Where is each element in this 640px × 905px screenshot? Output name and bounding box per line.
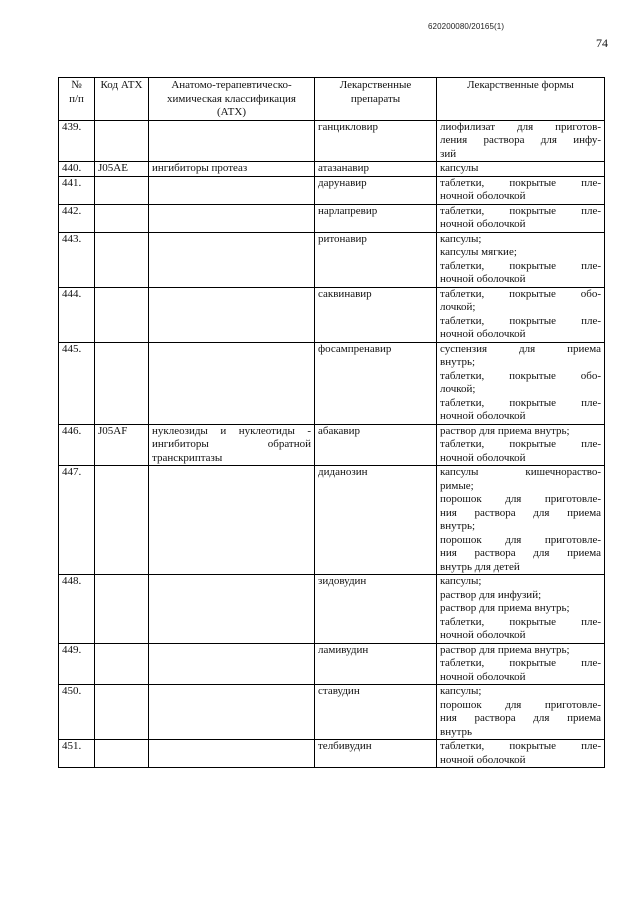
dosage-form-line: таблетки, покрытые пле- <box>440 314 601 327</box>
dosage-form-line: раствор для приема внутрь; <box>440 602 570 614</box>
atc-code <box>95 643 149 685</box>
header-text: химическая классификация <box>167 92 296 105</box>
classification-line: нуклеозиды и нуклеотиды - <box>152 424 311 437</box>
dosage-forms <box>437 204 605 232</box>
header-text: Лекарственные <box>339 79 412 91</box>
atc-classification <box>149 342 315 424</box>
dosage-form-line: внутрь для детей <box>440 560 520 573</box>
dosage-forms <box>437 176 605 204</box>
dosage-form-line: капсулы; <box>440 575 482 587</box>
dosage-form-line: ночной оболочкой <box>440 218 526 230</box>
dosage-form-line: таблетки, покрытые пле- <box>440 396 601 409</box>
row-number: 442. <box>59 204 95 232</box>
dosage-form-line: ния раствора для приема <box>440 547 601 559</box>
header-text: препараты <box>350 92 401 105</box>
atc-classification <box>149 162 315 177</box>
drug-name: дарунавир <box>315 176 437 204</box>
drug-table <box>58 77 605 768</box>
header-text: Код АТХ <box>100 79 143 91</box>
drug-name: ритонавир <box>315 232 437 287</box>
row-number: 441. <box>59 176 95 204</box>
dosage-forms <box>437 342 605 424</box>
drug-name: саквинавир <box>315 287 437 342</box>
row-number: 440. <box>59 162 95 177</box>
atc-classification <box>149 575 315 644</box>
atc-code <box>95 232 149 287</box>
classification-line: ингибиторы обратной <box>152 438 311 450</box>
header-text: Лекарственные формы <box>467 79 574 91</box>
dosage-form-line: порошок для приготовле- <box>440 533 601 546</box>
dosage-form-line: ночной оболочкой <box>440 328 526 340</box>
row-number: 443. <box>59 232 95 287</box>
dosage-form-line: ления раствора для инфу- <box>440 134 601 146</box>
drug-name: нарлапревир <box>315 204 437 232</box>
dosage-form-line: таблетки, покрытые пле- <box>440 438 601 450</box>
row-number: 451. <box>59 740 95 768</box>
dosage-form-line: раствор для приема внутрь; <box>440 643 570 656</box>
dosage-form-line: таблетки, покрытые обо- <box>440 287 601 300</box>
dosage-form-line: зий <box>440 147 457 160</box>
dosage-form-line: таблетки, покрытые пле- <box>440 259 601 272</box>
dosage-form-line: таблетки, покрытые пле- <box>440 740 601 752</box>
atc-code <box>95 685 149 740</box>
atc-classification <box>149 466 315 575</box>
dosage-form-line: таблетки, покрытые пле- <box>440 176 601 189</box>
dosage-form-line: внутрь; <box>440 356 476 368</box>
dosage-form-line: ночной оболочкой <box>440 753 526 766</box>
row-number: 445. <box>59 342 95 424</box>
drug-name: телбивудин <box>315 740 437 768</box>
document-id: 620200080/20165(1) <box>428 22 505 31</box>
dosage-form-line: внутрь; <box>440 520 476 532</box>
table-row <box>59 287 605 342</box>
atc-classification <box>149 232 315 287</box>
dosage-form-line: порошок для приготовле- <box>440 698 601 711</box>
table-row <box>59 232 605 287</box>
atc-classification <box>149 176 315 204</box>
dosage-forms <box>437 740 605 768</box>
header-text: (АТХ) <box>217 106 246 118</box>
table-row <box>59 685 605 740</box>
header-atc-code <box>95 78 149 121</box>
dosage-form-line: лочкой; <box>440 301 476 313</box>
drug-name: зидовудин <box>315 575 437 644</box>
dosage-forms <box>437 575 605 644</box>
header-atc-classification <box>149 78 315 121</box>
dosage-form-line: раствор для приема внутрь; <box>440 424 570 437</box>
row-number: 447. <box>59 466 95 575</box>
table-row <box>59 120 605 162</box>
table-row <box>59 176 605 204</box>
dosage-form-line: ния раствора для приема <box>440 712 601 724</box>
drug-name: фосампренавир <box>315 342 437 424</box>
row-number: 446. <box>59 424 95 466</box>
dosage-form-line: капсулы мягкие; <box>440 246 517 258</box>
dosage-form-line: ночной оболочкой <box>440 451 526 464</box>
drug-name: ламивудин <box>315 643 437 685</box>
dosage-form-line: римые; <box>440 479 474 492</box>
table-row <box>59 643 605 685</box>
atc-code <box>95 466 149 575</box>
page-number: 74 <box>596 36 608 50</box>
dosage-forms <box>437 685 605 740</box>
dosage-form-line: ночной оболочкой <box>440 670 526 683</box>
dosage-form-line: ночной оболочкой <box>440 190 526 202</box>
row-number: 448. <box>59 575 95 644</box>
dosage-forms <box>437 162 605 177</box>
table-header-row <box>59 78 605 121</box>
drug-name: атазанавир <box>315 162 437 177</box>
header-text: п/п <box>69 92 84 105</box>
atc-classification <box>149 685 315 740</box>
row-number: 439. <box>59 120 95 162</box>
dosage-form-line: капсулы; <box>440 685 482 697</box>
atc-code <box>95 176 149 204</box>
dosage-forms <box>437 287 605 342</box>
row-number: 450. <box>59 685 95 740</box>
dosage-form-line: суспензия для приема <box>440 342 601 355</box>
dosage-forms <box>437 643 605 685</box>
dosage-form-line: порошок для приготовле- <box>440 493 601 505</box>
dosage-form-line: внутрь <box>440 725 473 738</box>
row-number: 449. <box>59 643 95 685</box>
dosage-form-line: ния раствора для приема <box>440 506 601 519</box>
drug-name: диданозин <box>315 466 437 575</box>
table-row <box>59 740 605 768</box>
header-text: № <box>71 79 82 91</box>
atc-code <box>95 740 149 768</box>
table-row <box>59 466 605 575</box>
dosage-forms <box>437 424 605 466</box>
atc-classification <box>149 120 315 162</box>
table-row <box>59 424 605 466</box>
drug-name: ганцикловир <box>315 120 437 162</box>
classification-line: транскриптазы <box>152 451 223 464</box>
atc-classification <box>149 740 315 768</box>
table-row <box>59 204 605 232</box>
drug-name: абакавир <box>315 424 437 466</box>
dosage-forms <box>437 232 605 287</box>
dosage-form-line: таблетки, покрытые пле- <box>440 615 601 628</box>
atc-code <box>95 287 149 342</box>
dosage-form-line: таблетки, покрытые обо- <box>440 369 601 382</box>
dosage-form-line: таблетки, покрытые пле- <box>440 204 601 217</box>
header-number <box>59 78 95 121</box>
dosage-form-line: ночной оболочкой <box>440 629 526 641</box>
atc-code <box>95 120 149 162</box>
drug-name: ставудин <box>315 685 437 740</box>
header-drugs <box>315 78 437 121</box>
atc-code: J05AF <box>95 424 149 466</box>
table-row <box>59 342 605 424</box>
dosage-forms <box>437 120 605 162</box>
atc-classification <box>149 643 315 685</box>
header-text: Анатомо-терапевтическо- <box>171 79 292 91</box>
classification-line: ингибиторы протеаз <box>152 162 248 174</box>
atc-classification <box>149 204 315 232</box>
row-number: 444. <box>59 287 95 342</box>
dosage-form-line: раствор для инфузий; <box>440 588 542 601</box>
dosage-form-line: капсулы <box>440 162 479 174</box>
table-row <box>59 162 605 177</box>
dosage-form-line: ночной оболочкой <box>440 273 526 285</box>
dosage-form-line: ночной оболочкой <box>440 410 526 422</box>
dosage-form-line: лочкой; <box>440 383 476 395</box>
atc-code: J05AE <box>95 162 149 177</box>
atc-code <box>95 575 149 644</box>
atc-classification <box>149 287 315 342</box>
dosage-form-line: капсулы; <box>440 232 482 245</box>
atc-code <box>95 204 149 232</box>
atc-code <box>95 342 149 424</box>
dosage-form-line: таблетки, покрытые пле- <box>440 657 601 669</box>
dosage-forms <box>437 466 605 575</box>
atc-classification <box>149 424 315 466</box>
dosage-form-line: лиофилизат для приготов- <box>440 120 601 133</box>
table-row <box>59 575 605 644</box>
dosage-form-line: капсулы кишечнораство- <box>440 466 601 478</box>
header-dosage-forms <box>437 78 605 121</box>
